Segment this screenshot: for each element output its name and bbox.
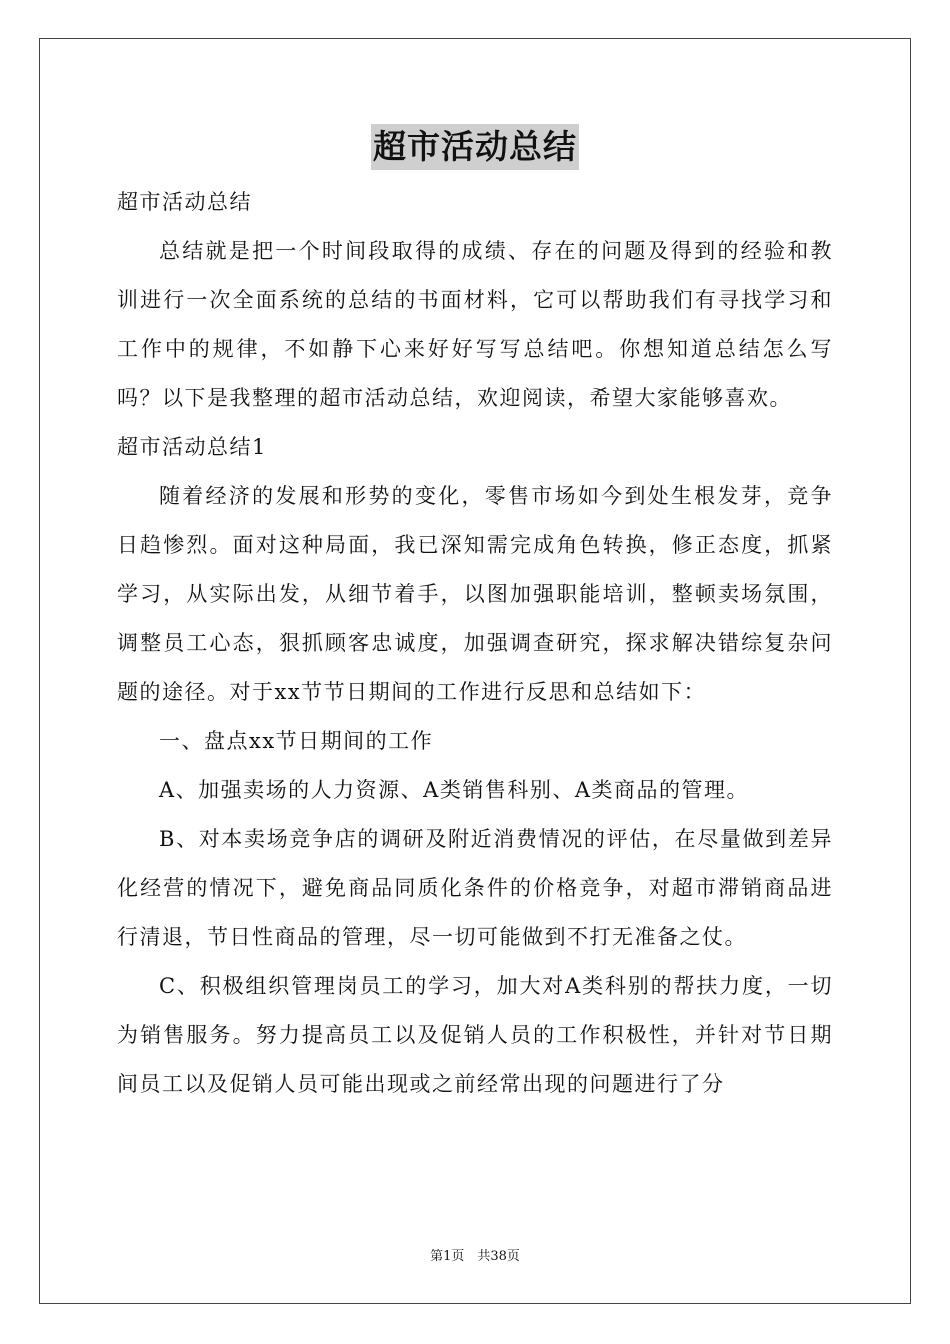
paragraph: C、积极组织管理岗员工的学习，加大对A类科别的帮扶力度，一切为销售服务。努力提高员工以及促销人员的工作积极性，并针对节日期间员工以及促销人员可能出现或之前经常出现的问题进行了分	[117, 974, 833, 1096]
title-container	[0, 124, 950, 170]
paragraph: B、对本卖场竞争店的调研及附近消费情况的评估，在尽量做到差异化经营的情况下，避免商品同质化条件的价格竞争，对超市滞销商品进行清退，节日性商品的管理，尽一切可能做到不打无准备之仗。	[117, 827, 833, 949]
document-title: 超市活动总结	[371, 124, 579, 170]
document-body	[117, 178, 833, 1109]
paragraph: A、加强卖场的人力资源、A类销售科别、A类商品的管理。	[159, 778, 749, 802]
page-footer: 第1页 共38页	[430, 1249, 520, 1264]
paragraph: 随着经济的发展和形势的变化，零售市场如今到处生根发芽，竞争日趋惨烈。面对这种局面，我已深知需完成角色转换，修正态度，抓紧学习，从实际出发，从细节着手，以图加强职能培训，整顿卖场氛围，调整员工心态，狠抓顾客忠诚度，加强调查研究，探求解决错综复杂问题的途径。对于xx节节日期间的工作进行反思和总结如下：	[117, 484, 833, 704]
paragraph: 一、盘点xx节日期间的工作	[159, 729, 434, 753]
paragraph: 总结就是把一个时间段取得的成绩、存在的问题及得到的经验和教训进行一次全面系统的总结的书面材料，它可以帮助我们有寻找学习和工作中的规律，不如静下心来好好写写总结吧。你想知道总结怎么写吗？以下是我整理的超市活动总结，欢迎阅读，希望大家能够喜欢。	[117, 239, 833, 410]
paragraph: 超市活动总结	[117, 190, 252, 214]
section-heading: 超市活动总结1	[117, 435, 267, 459]
